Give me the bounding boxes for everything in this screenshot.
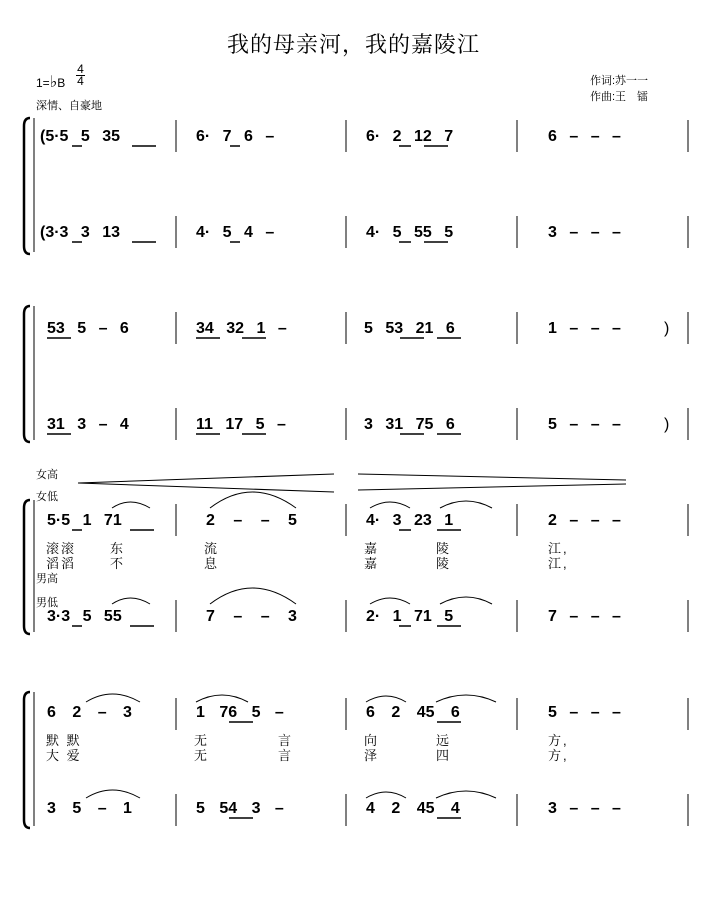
lyric1-0: 滚滚 bbox=[46, 541, 77, 556]
lyric2-5: 江, bbox=[548, 556, 569, 571]
lyric3-4: 远 bbox=[436, 733, 452, 748]
measure-8-lower: 5 – – – bbox=[548, 416, 621, 433]
measure-3-lower: 4· 5 55 5 bbox=[366, 224, 454, 241]
measure-4-upper: 6 – – – bbox=[548, 128, 621, 145]
lyric4-1: 无 bbox=[194, 748, 210, 763]
label-tenor: 男高 bbox=[36, 573, 58, 585]
lyric2-1: 不 bbox=[110, 556, 126, 571]
measure-11-lower: 2· 1 71 5 bbox=[366, 608, 454, 625]
measure-6-upper: 34 32 1 – bbox=[196, 320, 287, 337]
measure-13-lower: 3 5 – 1 bbox=[47, 800, 132, 817]
lyric3-3: 向 bbox=[364, 733, 380, 748]
measure-15-lower: 4 2 45 4 bbox=[366, 800, 460, 817]
lyric2-2: 息 bbox=[204, 556, 220, 571]
measure-3-upper: 6· 2 12 7 bbox=[366, 128, 454, 145]
lyric4-3: 泽 bbox=[364, 748, 380, 763]
measure-10-lower: 7 – – 3 bbox=[206, 608, 297, 625]
measure-12-lower: 7 – – – bbox=[548, 608, 621, 625]
measure-2-lower: 4· 5 4 – bbox=[196, 224, 275, 241]
label-alto: 女低 bbox=[36, 491, 58, 503]
measure-16-lower: 3 – – – bbox=[548, 800, 621, 817]
lyric2-0: 滔滔 bbox=[46, 556, 77, 571]
close-paren-lower: ) bbox=[664, 416, 670, 433]
tempo-marking: 深情、自豪地 bbox=[36, 100, 102, 112]
key-letter: B bbox=[57, 76, 66, 90]
measure-12-upper: 2 – – – bbox=[548, 512, 621, 529]
key-prefix: 1= bbox=[36, 76, 50, 90]
lyric1-2: 流 bbox=[204, 541, 220, 556]
measure-7-lower: 3 31 75 6 bbox=[364, 416, 455, 433]
measure-6-lower: 11 17 5 – bbox=[196, 416, 286, 433]
lyric4-2: 言 bbox=[278, 748, 294, 763]
measure-1-lower: (3·3 3 13 bbox=[40, 224, 121, 241]
measure-14-lower: 5 54 3 – bbox=[196, 800, 284, 817]
lyric3-0: 默 默 bbox=[46, 733, 82, 748]
measure-14-upper: 1 76 5 – bbox=[196, 704, 284, 721]
time-top: 4 bbox=[77, 62, 84, 76]
lyric1-3: 嘉 bbox=[364, 541, 380, 556]
measure-7-upper: 5 53 21 6 bbox=[364, 320, 455, 337]
measure-8-upper: 1 – – – bbox=[548, 320, 621, 337]
measure-13-upper: 6 2 – 3 bbox=[47, 704, 132, 721]
label-soprano: 女高 bbox=[36, 469, 58, 481]
time-bottom: 4 bbox=[77, 74, 84, 88]
measure-5-upper: 53 5 – 6 bbox=[47, 320, 129, 337]
composer-credit: 作曲:王 镭 bbox=[590, 91, 649, 103]
lyric3-1: 无 bbox=[194, 733, 210, 748]
lyric3-2: 言 bbox=[278, 733, 294, 748]
measure-9-lower: 3·3 5 55 bbox=[47, 608, 122, 625]
lyric1-1: 东 bbox=[110, 541, 126, 556]
label-bass: 男低 bbox=[36, 597, 58, 609]
lyric2-4: 陵 bbox=[436, 556, 452, 571]
measure-9-upper: 5·5 1 71 bbox=[47, 512, 122, 529]
measure-16-upper: 5 – – – bbox=[548, 704, 621, 721]
measure-5-lower: 31 3 – 4 bbox=[47, 416, 129, 433]
measure-4-lower: 3 – – – bbox=[548, 224, 621, 241]
close-paren-upper: ) bbox=[664, 320, 670, 337]
measure-1-upper: (5·5 5 35 bbox=[40, 128, 121, 145]
measure-2-upper: 6· 7 6 – bbox=[196, 128, 275, 145]
lyric4-5: 方, bbox=[548, 748, 569, 763]
lyric4-0: 大 爱 bbox=[46, 748, 82, 763]
measure-11-upper: 4· 3 23 1 bbox=[366, 512, 454, 529]
lyricist-credit: 作词:苏一一 bbox=[590, 75, 649, 87]
measure-10-upper: 2 – – 5 bbox=[206, 512, 297, 529]
lyric1-4: 陵 bbox=[436, 541, 452, 556]
page-title: 我的母亲河，我的嘉陵江 bbox=[226, 33, 480, 58]
measure-15-upper: 6 2 45 6 bbox=[366, 704, 460, 721]
lyric2-3: 嘉 bbox=[364, 556, 380, 571]
lyric3-5: 方, bbox=[548, 733, 569, 748]
lyric1-5: 江, bbox=[548, 541, 569, 556]
flat-icon: ♭ bbox=[49, 74, 58, 91]
lyric4-4: 四 bbox=[436, 748, 452, 763]
